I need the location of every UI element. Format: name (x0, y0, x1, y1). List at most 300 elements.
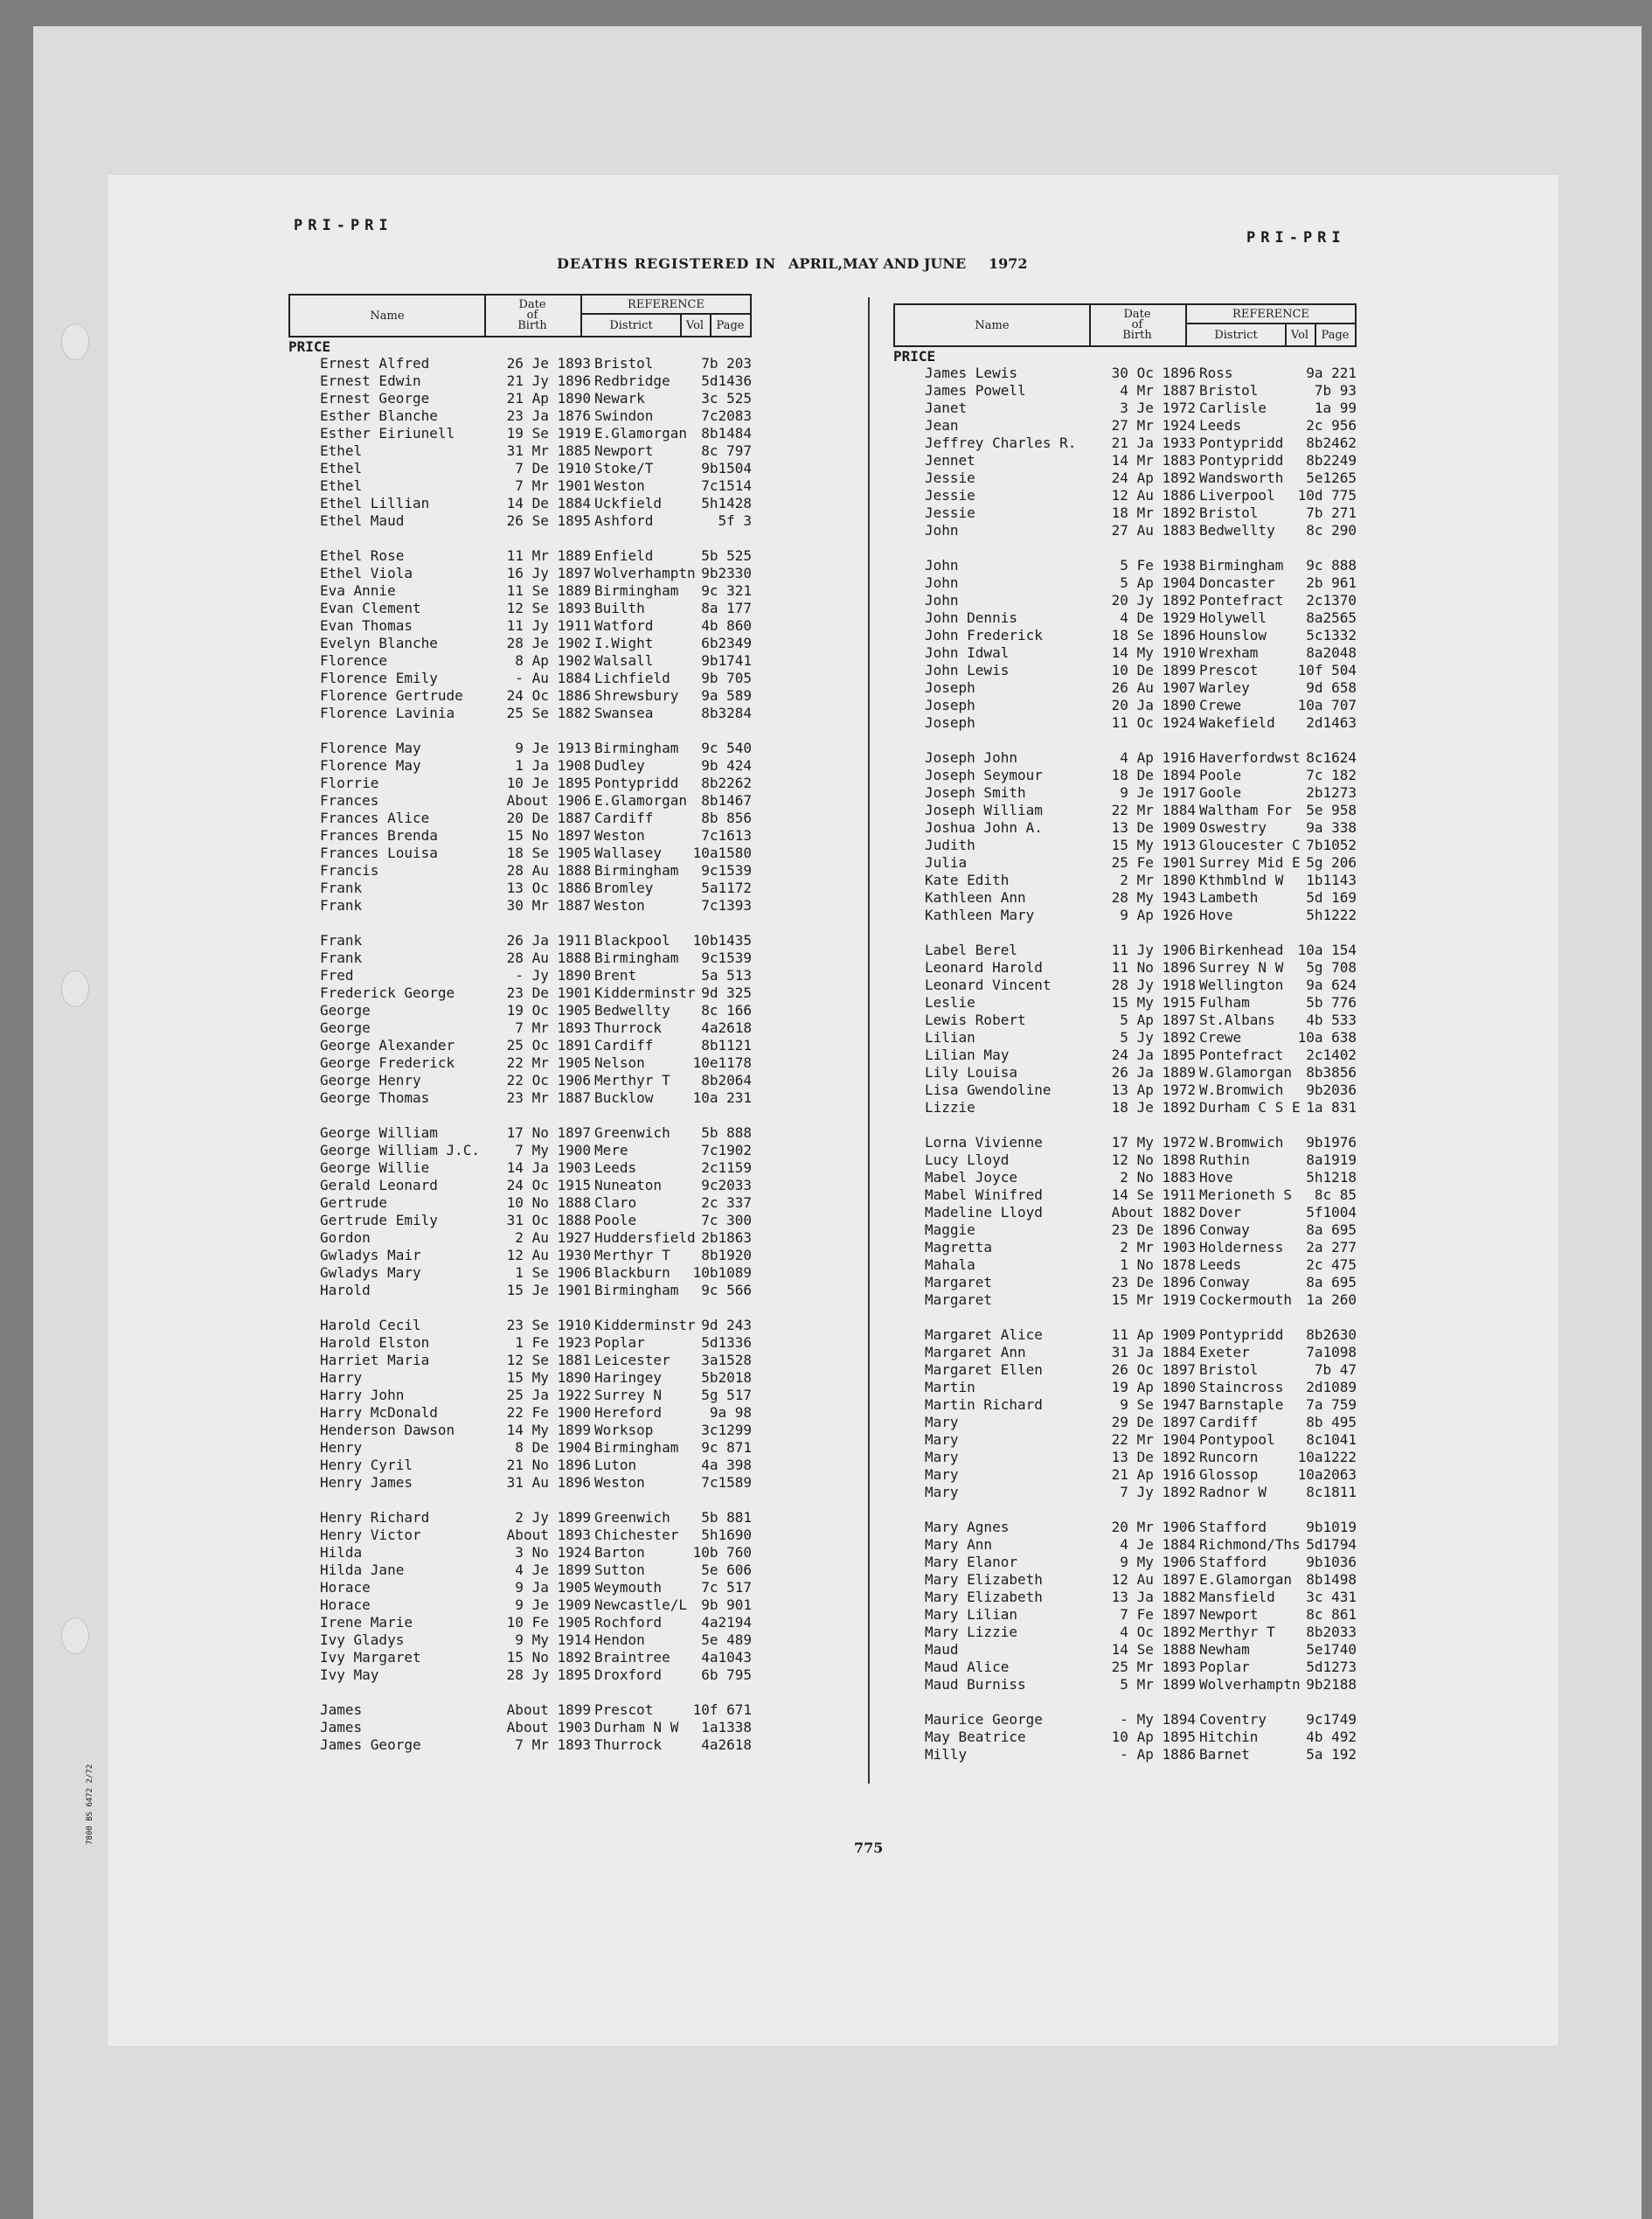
table-row (288, 810, 752, 827)
entry-dob: 29 De 1897 (1111, 1414, 1196, 1430)
entry-name: Florence Emily (320, 670, 438, 686)
table-row (893, 714, 1357, 732)
table-row (288, 1334, 752, 1352)
entry-district: Watford (594, 617, 654, 634)
entry-name: Harry John (320, 1387, 405, 1403)
entry-name: Leonard Harold (925, 959, 1043, 976)
entry-reference: 7c2083 (701, 407, 752, 424)
entry-reference: 7c 182 (1306, 767, 1357, 783)
entry-reference: 8c 85 (1314, 1186, 1357, 1203)
entry-name: Maud (925, 1641, 959, 1658)
entry-reference: 9a 221 (1306, 365, 1357, 381)
entry-name: Ethel Rose (320, 547, 405, 564)
entry-name: Florence Lavinia (320, 705, 455, 721)
page-period: APRIL,MAY AND JUNE (788, 255, 967, 272)
table-row (893, 1536, 1357, 1554)
table-row (288, 1352, 752, 1369)
entry-reference: 8b1498 (1306, 1571, 1357, 1588)
table-row (893, 1554, 1357, 1571)
entry-dob: 30 Oc 1896 (1111, 365, 1196, 381)
entry-dob: 10 Je 1895 (506, 775, 591, 791)
table-row (288, 1194, 752, 1212)
table-row (893, 1589, 1357, 1606)
entry-reference: 10a1222 (1297, 1449, 1357, 1465)
entry-district: Lichfield (594, 670, 670, 686)
entry-name: May Beatrice (925, 1729, 1026, 1745)
entry-dob: 26 Se 1895 (506, 512, 591, 529)
entry-reference: 9a 624 (1306, 977, 1357, 993)
entry-reference: 5h1222 (1306, 907, 1357, 923)
table-row (288, 775, 752, 792)
entry-reference: 7c1589 (701, 1474, 752, 1491)
table-row (893, 1641, 1357, 1659)
entry-dob: 15 Je 1901 (506, 1282, 591, 1298)
entry-dob: 24 Ap 1892 (1111, 470, 1196, 486)
table-row (893, 1204, 1357, 1221)
entry-district: Poole (594, 1212, 637, 1228)
table-row (893, 1746, 1357, 1763)
entry-district: Glossop (1199, 1466, 1259, 1483)
entry-name: Mary Lilian (925, 1606, 1017, 1623)
entry-name: John (925, 557, 959, 574)
entry-reference: 9a 98 (709, 1404, 752, 1421)
entry-reference: 3a1528 (701, 1352, 752, 1368)
entry-name: Frank (320, 950, 363, 966)
table-row (288, 372, 752, 390)
group-spacer (893, 1694, 1357, 1711)
entry-district: Leeds (594, 1159, 637, 1176)
entry-name: Gwladys Mary (320, 1264, 421, 1281)
table-row (893, 1571, 1357, 1589)
entry-dob: 7 Mr 1893 (515, 1736, 591, 1753)
entry-name: Ethel (320, 477, 363, 494)
table-row (288, 1282, 752, 1299)
entry-name: Esther Blanche (320, 407, 438, 424)
entry-reference: 9b 901 (701, 1596, 752, 1613)
entry-name: Mary Elanor (925, 1554, 1017, 1570)
entry-name: Joseph Seymour (925, 767, 1043, 783)
entry-reference: 10a 154 (1297, 942, 1357, 958)
entry-name: Ethel Lillian (320, 495, 430, 511)
punch-hole (61, 1617, 89, 1654)
entry-reference: 9b1019 (1306, 1519, 1357, 1535)
form-code: 7800 BS 6472 2/72 (86, 1763, 94, 1845)
entry-name: Mary Elizabeth (925, 1571, 1043, 1588)
entry-reference: 5d1794 (1306, 1536, 1357, 1553)
entry-dob: 9 Je 1913 (515, 740, 591, 756)
entry-district: Pontypridd (1199, 435, 1284, 451)
table-row (893, 1239, 1357, 1256)
table-row (893, 1012, 1357, 1029)
table-row (893, 662, 1357, 679)
entry-dob: 23 De 1896 (1111, 1274, 1196, 1290)
header-page: Page (716, 318, 745, 332)
entry-name: Mary (925, 1466, 959, 1483)
entry-name: John (925, 522, 959, 539)
entry-dob: 15 No 1892 (506, 1649, 591, 1666)
entry-district: Kthmblnd W (1199, 872, 1284, 888)
entry-reference: 5d1336 (701, 1334, 752, 1351)
table-row (288, 1037, 752, 1054)
entry-dob: 11 Jy 1911 (506, 617, 591, 634)
entry-reference: 8b1920 (701, 1247, 752, 1263)
entry-reference: 7c 300 (701, 1212, 752, 1228)
entry-reference: 10a2063 (1297, 1466, 1357, 1483)
entry-reference: 8c1624 (1306, 749, 1357, 766)
header-district: District (582, 315, 682, 336)
entry-dob: 20 Jy 1892 (1111, 592, 1196, 609)
entry-name: Mary (925, 1449, 959, 1465)
entry-reference: 7b 271 (1306, 504, 1357, 521)
entry-dob: 10 Fe 1905 (506, 1614, 591, 1631)
table-row (893, 784, 1357, 802)
entry-district: Poplar (1199, 1659, 1250, 1675)
entry-district: Wolverhamptn (1199, 1676, 1301, 1693)
entry-name: Mary Agnes (925, 1519, 1010, 1535)
header-name: Name (290, 296, 486, 336)
group-spacer (288, 915, 752, 932)
entry-reference: 10b1435 (692, 932, 752, 949)
entry-name: Irene Marie (320, 1614, 413, 1631)
entry-district: Ross (1199, 365, 1233, 381)
entry-district: Durham N W (594, 1719, 679, 1736)
table-header (893, 303, 1357, 347)
entry-district: Conway (1199, 1274, 1250, 1290)
entry-name: Jennet (925, 452, 975, 469)
entry-reference: 3c 525 (701, 390, 752, 407)
entry-name: Mary (925, 1484, 959, 1500)
entry-name: Evelyn Blanche (320, 635, 438, 651)
table-row (288, 1124, 752, 1142)
table-row (288, 1719, 752, 1736)
entry-reference: 8b2064 (701, 1072, 752, 1089)
table-row (288, 705, 752, 722)
entry-dob: 27 Mr 1924 (1111, 417, 1196, 434)
entry-reference: 8b3284 (701, 705, 752, 721)
entry-name: Ethel (320, 442, 363, 459)
entry-reference: 4a 398 (701, 1457, 752, 1473)
entry-dob: - Jy 1890 (515, 967, 591, 984)
group-spacer (893, 924, 1357, 942)
entry-dob: 26 Oc 1897 (1111, 1361, 1196, 1378)
entry-name: Lily Louisa (925, 1064, 1017, 1081)
entry-district: Kidderminstr (594, 1317, 696, 1333)
entry-reference: 5d 169 (1306, 889, 1357, 906)
entry-reference: 8a 695 (1306, 1274, 1357, 1290)
entry-dob: 8 Ap 1902 (515, 652, 591, 669)
entry-reference: 9c2033 (701, 1177, 752, 1193)
entry-reference: 5g 708 (1306, 959, 1357, 976)
entry-reference: 9b 705 (701, 670, 752, 686)
entry-district: Liverpool (1199, 487, 1275, 504)
entry-dob: 5 Mr 1899 (1120, 1676, 1196, 1693)
table-row (893, 1379, 1357, 1396)
table-row (288, 1177, 752, 1194)
entry-reference: 4a2618 (701, 1736, 752, 1753)
entry-reference: 7a1098 (1306, 1344, 1357, 1360)
entry-reference: 7b 203 (701, 355, 752, 372)
entry-district: Conway (1199, 1221, 1250, 1238)
table-row (893, 1029, 1357, 1047)
entry-reference: 8b1467 (701, 792, 752, 809)
entry-district: Hounslow (1199, 627, 1267, 643)
entry-dob: 10 Ap 1895 (1111, 1729, 1196, 1745)
entry-dob: 19 Ap 1890 (1111, 1379, 1196, 1395)
entry-name: Joshua John A. (925, 819, 1043, 836)
entry-district: Merioneth S (1199, 1186, 1292, 1203)
entry-dob: 14 My 1899 (506, 1422, 591, 1438)
table-row (288, 757, 752, 775)
entry-reference: 9c1539 (701, 862, 752, 879)
entry-reference: 6b2349 (701, 635, 752, 651)
table-row (288, 1439, 752, 1457)
entry-name: Ivy Gladys (320, 1631, 405, 1648)
table-row (893, 1414, 1357, 1431)
entry-dob: 20 Ja 1890 (1111, 697, 1196, 713)
entry-name: Leonard Vincent (925, 977, 1052, 993)
entry-dob: 12 Au 1897 (1111, 1571, 1196, 1588)
entry-name: Henry Richard (320, 1509, 430, 1526)
surname-heading: PRICE (288, 338, 331, 355)
entry-district: Nelson (594, 1054, 645, 1071)
table-row (288, 390, 752, 407)
table-row (288, 1019, 752, 1037)
entry-dob: - My 1894 (1120, 1711, 1196, 1728)
entry-district: Bristol (1199, 1361, 1259, 1378)
entry-reference: 1a 831 (1306, 1099, 1357, 1116)
entry-district: Sutton (594, 1562, 645, 1578)
header-reference: REFERENCE (582, 296, 750, 315)
table-row (893, 1082, 1357, 1099)
entry-reference: 2d1463 (1306, 714, 1357, 731)
table-row (893, 400, 1357, 417)
right-range-header: PRI-PRI (1246, 229, 1346, 247)
table-row (893, 749, 1357, 767)
table-row (893, 1221, 1357, 1239)
entry-reference: 9d 658 (1306, 679, 1357, 696)
table-row (893, 872, 1357, 889)
entry-name: Joseph Smith (925, 784, 1026, 801)
entry-district: Newport (1199, 1606, 1259, 1623)
entry-reference: 8b 495 (1306, 1414, 1357, 1430)
entry-dob: 24 Oc 1886 (506, 687, 591, 704)
entry-reference: 8c1041 (1306, 1431, 1357, 1448)
entry-dob: 12 No 1898 (1111, 1151, 1196, 1168)
entry-dob: 2 Mr 1903 (1120, 1239, 1196, 1256)
table-row (288, 950, 752, 967)
entry-district: Thurrock (594, 1736, 663, 1753)
entry-reference: 2c1402 (1306, 1047, 1357, 1063)
entry-name: Ivy Margaret (320, 1649, 421, 1666)
entry-reference: 10b1089 (692, 1264, 752, 1281)
group-spacer (288, 722, 752, 740)
table-row (893, 1396, 1357, 1414)
entry-name: Lilian (925, 1029, 975, 1046)
column-divider (868, 297, 870, 1784)
entry-name: Henry Cyril (320, 1457, 413, 1473)
entry-name: Jessie (925, 470, 975, 486)
entry-name: Martin Richard (925, 1396, 1043, 1413)
entry-reference: 7c 517 (701, 1579, 752, 1596)
group-spacer (893, 1116, 1357, 1134)
entry-name: Ethel (320, 460, 363, 476)
entry-dob: - Au 1884 (515, 670, 591, 686)
table-row (893, 1361, 1357, 1379)
entry-name: Harold (320, 1282, 371, 1298)
table-row (288, 1649, 752, 1666)
table-row (288, 932, 752, 950)
entry-reference: 7c1613 (701, 827, 752, 844)
entry-district: Durham C S E (1199, 1099, 1301, 1116)
entry-name: James (320, 1719, 363, 1736)
entry-dob: 21 Ap 1890 (506, 390, 591, 407)
entry-dob: 13 Oc 1886 (506, 880, 591, 896)
entry-dob: 27 Au 1883 (1111, 522, 1196, 539)
entry-reference: 4a2194 (701, 1614, 752, 1631)
table-row (288, 862, 752, 880)
entry-reference: 9a 589 (701, 687, 752, 704)
entry-dob: 15 My 1913 (1111, 837, 1196, 853)
entry-dob: 31 Mr 1885 (506, 442, 591, 459)
table-row (893, 1449, 1357, 1466)
entry-district: E.Glamorgan (1199, 1571, 1292, 1588)
header-dob: Date of Birth (1089, 305, 1187, 345)
right-column (893, 303, 1357, 1763)
entry-name: Mary (925, 1414, 959, 1430)
entry-dob: 21 No 1896 (506, 1457, 591, 1473)
entry-reference: 2c 475 (1306, 1256, 1357, 1273)
entry-dob: 22 Mr 1884 (1111, 802, 1196, 818)
entry-name: Lilian May (925, 1047, 1010, 1063)
entry-dob: 19 Oc 1905 (506, 1002, 591, 1019)
entry-district: Haringey (594, 1369, 663, 1386)
entry-dob: 30 Mr 1887 (506, 897, 591, 914)
entry-district: Thurrock (594, 1019, 663, 1036)
entry-name: Florence Gertrude (320, 687, 463, 704)
entry-district: Pontefract (1199, 592, 1284, 609)
entry-name: George Alexander (320, 1037, 455, 1054)
table-row (893, 1519, 1357, 1536)
entry-dob: 18 Se 1905 (506, 845, 591, 861)
entry-dob: 17 No 1897 (506, 1124, 591, 1141)
entry-reference: 5e 606 (701, 1562, 752, 1578)
entry-reference: 6b 795 (701, 1666, 752, 1683)
entry-dob: 12 Au 1886 (1111, 487, 1196, 504)
entry-district: Pontypridd (594, 775, 679, 791)
entry-reference: 8b1121 (701, 1037, 752, 1054)
table-row (288, 1509, 752, 1527)
entry-name: Mary Elizabeth (925, 1589, 1043, 1605)
entry-district: Weston (594, 827, 645, 844)
table-row (893, 365, 1357, 382)
entry-dob: 8 De 1904 (515, 1439, 591, 1456)
entry-dob: 11 Se 1889 (506, 582, 591, 599)
entry-reference: 5g 206 (1306, 854, 1357, 871)
entry-dob: About 1903 (506, 1719, 591, 1736)
entry-dob: 10 No 1888 (506, 1194, 591, 1211)
entry-name: Gordon (320, 1229, 371, 1246)
entry-dob: 9 Je 1909 (515, 1596, 591, 1613)
entry-reference: 10f 671 (692, 1701, 752, 1718)
entry-dob: 28 Au 1888 (506, 862, 591, 879)
entry-district: Walsall (594, 652, 654, 669)
entry-dob: 18 Se 1896 (1111, 627, 1196, 643)
entry-name: John (925, 574, 959, 591)
surname-heading: PRICE (893, 348, 936, 365)
table-row (893, 644, 1357, 662)
table-row (288, 1544, 752, 1562)
entry-district: Ashford (594, 512, 654, 529)
table-row (288, 1527, 752, 1544)
entry-district: Hereford (594, 1404, 663, 1421)
table-row (893, 854, 1357, 872)
group-spacer (288, 1299, 752, 1317)
entry-dob: 5 Ap 1897 (1120, 1012, 1196, 1028)
entry-dob: 9 Se 1947 (1120, 1396, 1196, 1413)
entry-reference: 2c 337 (701, 1194, 752, 1211)
entry-name: Margaret Alice (925, 1326, 1043, 1343)
table-row (288, 1229, 752, 1247)
table-row (288, 845, 752, 862)
entry-name: George William J.C. (320, 1142, 481, 1158)
entry-dob: 23 De 1896 (1111, 1221, 1196, 1238)
entry-dob: 4 Ap 1916 (1120, 749, 1196, 766)
entry-district: Poole (1199, 767, 1242, 783)
table-row (893, 802, 1357, 819)
entry-district: Bedwellty (1199, 522, 1275, 539)
entry-dob: About 1899 (506, 1701, 591, 1718)
entry-name: James Lewis (925, 365, 1017, 381)
entry-reference: 10a 231 (692, 1089, 752, 1106)
entry-dob: 14 My 1910 (1111, 644, 1196, 661)
entry-dob: 25 Mr 1893 (1111, 1659, 1196, 1675)
entry-district: Prescot (1199, 662, 1259, 678)
entry-name: John Idwal (925, 644, 1010, 661)
entry-district: Merthyr T (594, 1072, 670, 1089)
entry-reference: 5a1172 (701, 880, 752, 896)
entry-list (893, 365, 1357, 1763)
entry-name: Joseph John (925, 749, 1017, 766)
entry-dob: 24 Ja 1895 (1111, 1047, 1196, 1063)
entry-name: Florrie (320, 775, 379, 791)
table-row (288, 1212, 752, 1229)
entry-district: Worksop (594, 1422, 654, 1438)
entry-name: Magretta (925, 1239, 993, 1256)
entry-reference: 10e1178 (692, 1054, 752, 1071)
entry-name: Francis (320, 862, 379, 879)
entry-name: Mary Lizzie (925, 1624, 1017, 1640)
entry-reference: 8b3856 (1306, 1064, 1357, 1081)
entry-name: Frances (320, 792, 379, 809)
table-row (288, 1247, 752, 1264)
entry-name: Ernest Alfred (320, 355, 430, 372)
entry-reference: 8c 797 (701, 442, 752, 459)
entry-district: Brent (594, 967, 637, 984)
entry-name: Gwladys Mair (320, 1247, 421, 1263)
table-row (893, 487, 1357, 504)
entry-dob: 26 Ja 1911 (506, 932, 591, 949)
entry-name: James (320, 1701, 363, 1718)
table-row (893, 452, 1357, 470)
table-row (893, 889, 1357, 907)
entry-reference: 5b 776 (1306, 994, 1357, 1011)
entry-name: Maud Alice (925, 1659, 1010, 1675)
entry-district: Birmingham (594, 740, 679, 756)
entry-reference: 9b2330 (701, 565, 752, 581)
entry-district: Dover (1199, 1204, 1242, 1221)
table-row (893, 1711, 1357, 1729)
entry-dob: 20 De 1887 (506, 810, 591, 826)
